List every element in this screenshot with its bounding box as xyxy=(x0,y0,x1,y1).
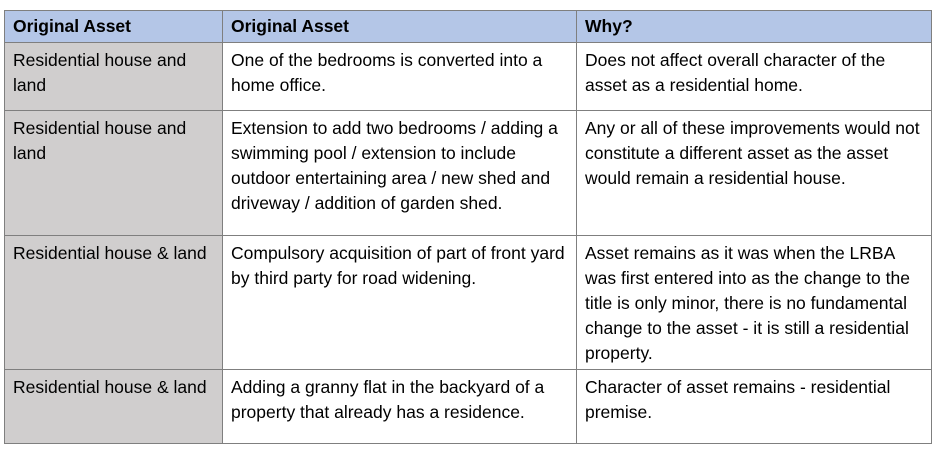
header-original-asset-2: Original Asset xyxy=(223,11,577,43)
header-row xyxy=(5,11,932,43)
header-why: Why? xyxy=(577,11,932,43)
table-row xyxy=(5,370,932,444)
header-original-asset: Original Asset xyxy=(5,11,223,43)
change-cell: Compulsory acquisition of part of front yard by third party for road widening. xyxy=(223,236,577,370)
why-cell: Character of asset remains - residential premise. xyxy=(577,370,932,444)
asset-cell: Residential house and land xyxy=(5,111,223,236)
table-row xyxy=(5,43,932,111)
asset-cell: Residential house & land xyxy=(5,236,223,370)
asset-cell: Residential house and land xyxy=(5,43,223,111)
change-cell: One of the bedrooms is converted into a home office. xyxy=(223,43,577,111)
table-row xyxy=(5,111,932,236)
change-cell: Adding a granny flat in the backyard of a property that already has a residence. xyxy=(223,370,577,444)
why-cell: Asset remains as it was when the LRBA was first entered into as the change to the title is only minor, there is no fundamental change to the asset - it is still a residential property. xyxy=(577,236,932,370)
why-cell: Any or all of these improvements would not constitute a different asset as the asset would remain a residential house. xyxy=(577,111,932,236)
table-row xyxy=(5,236,932,370)
asset-cell: Residential house & land xyxy=(5,370,223,444)
asset-table-container xyxy=(4,10,931,444)
why-cell: Does not affect overall character of the asset as a residential home. xyxy=(577,43,932,111)
asset-table xyxy=(4,10,932,444)
change-cell: Extension to add two bedrooms / adding a swimming pool / extension to include outdoor entertaining area / new shed and driveway / addition of garden shed. xyxy=(223,111,577,236)
